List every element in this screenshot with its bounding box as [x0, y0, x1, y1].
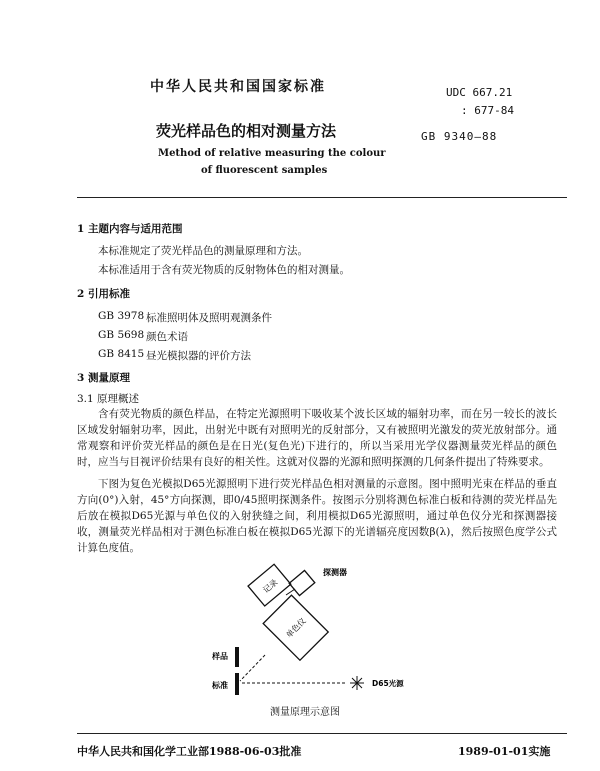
measurement-diagram [200, 555, 440, 695]
footer-rule [77, 733, 567, 734]
detector-label: 探测器 [323, 568, 347, 577]
sample-plate [235, 647, 239, 667]
ref-code: GB 5698 [98, 329, 145, 341]
detector-box [289, 570, 315, 595]
connector-line [286, 589, 295, 595]
section-3-heading: 3 测量原理 [77, 372, 130, 384]
sample-label: 样品 [212, 652, 228, 661]
ref-title: 昼光模拟器的评价方法 [146, 350, 251, 362]
ref-code: GB 3978 [98, 310, 145, 322]
section-1-line-1: 本标准规定了荧光样品色的测量原理和方法。 [98, 245, 308, 257]
english-title-line1: Method of relative measuring the colour [158, 148, 386, 159]
figure-caption: 测量原理示意图 [270, 707, 340, 718]
principle-paragraph-1: 含有荧光物质的颜色样品，在特定光源照明下吸收某个波长区域的辐射功率，而在另一较长的波长区域发射辐射功率，因此，出射光中既有对照明光的反射部分，又有被照明光激发的荧光放射部分。通常观察和评价荧光样品的颜色是在日光(复色光)下进行的，所以当采用光学仪器测量荧光样品的颜色时，应当与目视评价结果有良好的相关性。这就对仪器的光源和照明探测的几何条件提出了特殊要求。 [77, 408, 557, 468]
detection-beam [240, 655, 265, 681]
light-source-icon [350, 676, 364, 690]
section-2-heading: 2 引用标准 [77, 288, 130, 300]
section-1-line-2: 本标准适用于含有荧光物质的反射物体色的相对测量。 [98, 264, 350, 276]
udc-code: UDC 667.21 [446, 86, 513, 99]
approval-info: 中华人民共和国化学工业部1988-06-03批准 [77, 745, 302, 758]
monochromator-box [263, 595, 328, 660]
header-rule [77, 197, 567, 198]
principle-paragraph-2: 下图为复色光模拟D65光源照明下进行荧光样品色相对测量的示意图。图中照明光束在样品的垂直方向(0°)入射，45°方向探测，即0/45照明探测条件。按图示分别将测色标准白板和待测的荧光样品先后放在模拟D65光源与单色仪的入射狭缝之间，利用模拟D65光源照明，通过单色仪分光和探测器接收，测量荧光样品相对于测色标准白板在模拟D65光源下的光谱辐亮度因数β(λ)，然后按照色度学公式计算色度值。 [77, 478, 557, 554]
implementation-date: 1989-01-01实施 [458, 745, 551, 758]
monochromator-label: 单色仪 [284, 616, 308, 640]
source-label: D65光源 [372, 679, 404, 688]
ref-title: 标准照明体及照明观测条件 [146, 312, 272, 324]
ref-code: GB 8415 [98, 348, 145, 360]
standard-label: 标准 [212, 681, 228, 690]
gb-number: GB 9340—88 [421, 130, 498, 143]
ref-title: 颜色术语 [146, 331, 188, 343]
recorder-label: 记录 [261, 577, 280, 595]
document-title: 荧光样品色的相对测量方法 [156, 122, 337, 140]
section-1-heading: 1 主题内容与适用范围 [77, 223, 183, 235]
recorder-box [248, 564, 291, 606]
standard-name: 中华人民共和国国家标准 [150, 79, 326, 95]
subsection-3-1-heading: 3.1 原理概述 [77, 393, 140, 405]
udc-code-continued: : 677-84 [461, 104, 514, 117]
english-title-line2: of fluorescent samples [201, 165, 328, 176]
standard-white-plate [235, 673, 239, 695]
